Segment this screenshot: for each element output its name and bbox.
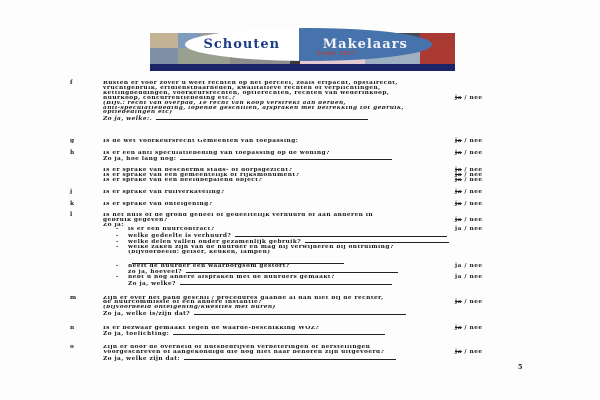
logo-text-makelaars: Makelaars — [322, 37, 408, 52]
answer-no: nee — [469, 137, 483, 144]
answer-yes: ja — [455, 172, 462, 179]
answer-separator: / — [461, 226, 470, 233]
answer-separator: / — [461, 167, 470, 174]
answer-ja-nee — [455, 350, 505, 355]
question-block — [0, 151, 600, 162]
question-letter: g — [70, 137, 75, 144]
question-label: anti-speculatiebeding, lopende geschillen, afspraken met betrekking tot gebruik, — [103, 105, 404, 111]
logo-right-half — [299, 28, 432, 61]
answer-yes: ja — [455, 137, 462, 144]
fill-in-line — [186, 269, 398, 274]
question-text — [103, 190, 455, 195]
answer-separator: / — [461, 94, 470, 101]
question-label: zo ja, hoeveel? — [128, 269, 182, 276]
answer-yes: ja — [455, 188, 462, 195]
answer-separator: / — [461, 200, 470, 207]
answer-yes: ja — [455, 149, 462, 156]
answer-no: nee — [469, 188, 483, 195]
question-label: gebruik gegeven? — [103, 217, 168, 223]
question-line — [0, 280, 600, 287]
fill-in-line — [180, 156, 392, 161]
fill-in-line — [180, 280, 392, 285]
list-dash: - — [116, 232, 119, 239]
question-text — [103, 250, 455, 255]
question-label: (bijvoorbeeld: geiser, keuken, lampen) — [128, 250, 271, 256]
question-list — [0, 81, 600, 361]
answer-no: nee — [469, 200, 483, 207]
question-label: Zijn er door de overheid of nutsbedrijven verbeteringen of herstellingen — [103, 345, 371, 351]
answer-separator: / — [461, 172, 470, 179]
question-text — [103, 202, 455, 207]
question-letter: h — [70, 149, 75, 156]
question-label: Is het huis of de grond geheel of gedeeltelijk verhuurd of aan anderen in — [103, 212, 374, 218]
answer-yes: ja — [455, 349, 462, 356]
question-label: kettingbeddingen, voorkeursrechten, optierechten, rechten van wederinkoop, — [103, 90, 390, 96]
answer-ja-nee — [455, 178, 505, 183]
answer-separator: / — [461, 137, 470, 144]
question-label: (Bijv.: recht van overpad, 1e recht van koop verstrekt aan derden, — [103, 100, 347, 106]
question-letter: f — [70, 80, 73, 86]
question-letter: j — [70, 188, 73, 195]
question-line — [0, 178, 600, 183]
question-block — [0, 213, 600, 287]
page-number: 5 — [518, 363, 523, 371]
question-text — [103, 178, 455, 183]
question-label: Is er bezwaar gemaakt tegen de waarde-beschikking WOZ? — [103, 325, 320, 331]
question-label: Voorgeschreven of aangekondigd die nog niet naar behoren zijn uitgevoerd? — [103, 350, 385, 355]
question-label: heeft de huurder een waarborgsom gestort? — [128, 263, 290, 269]
question-text — [103, 139, 455, 144]
question-line — [0, 139, 600, 144]
logo-text-schouten: Schouten — [203, 37, 281, 52]
question-label: Is de wet Voorkeursrecht Gemeenten van toepassing: — [103, 138, 299, 144]
question-label: is er een huurcontract? — [128, 227, 215, 233]
question-label: Is er sprake van onteigening? — [103, 201, 213, 207]
answer-separator: / — [461, 216, 470, 223]
question-line — [0, 202, 600, 207]
answer-separator: / — [461, 324, 470, 331]
answer-separator: / — [461, 349, 470, 356]
question-label: Is er sprake van een gemeentelijk of rijksmonument? — [103, 173, 300, 178]
photo-segment — [150, 33, 178, 48]
answer-separator: / — [461, 149, 470, 156]
question-letter: k — [70, 200, 75, 207]
answer-yes: ja — [455, 200, 462, 207]
answer-ja-nee — [455, 326, 505, 331]
question-label: Zo ja, welke:. — [103, 115, 153, 122]
answer-no: nee — [469, 226, 483, 233]
question-block — [0, 202, 600, 207]
question-block — [0, 81, 600, 122]
question-line — [0, 355, 600, 362]
question-block — [0, 296, 600, 317]
header — [150, 33, 455, 71]
answer-ja-nee — [455, 96, 505, 101]
fill-in-line — [235, 232, 447, 237]
answer-separator: / — [461, 274, 470, 281]
answer-ja-nee — [455, 218, 505, 223]
answer-ja-nee — [455, 139, 505, 144]
question-label: Zo ja, welke? — [128, 280, 176, 287]
answer-yes: ja — [455, 176, 462, 183]
answer-ja-nee — [455, 151, 505, 156]
question-label: Zo ja, toelichting: — [103, 331, 170, 338]
answer-yes: ja — [455, 262, 462, 269]
question-text — [103, 355, 455, 362]
answer-no: nee — [469, 274, 483, 281]
question-line — [0, 190, 600, 195]
question-letter: m — [70, 294, 77, 301]
photo-segment — [150, 48, 178, 64]
answer-separator: / — [461, 176, 470, 183]
question-label: Zijn er over het pand geschil / procedures gaande al dan niet bij de rechter, — [103, 295, 384, 301]
question-letter: n — [70, 324, 75, 331]
answer-yes: ja — [455, 94, 462, 101]
question-line — [0, 331, 600, 338]
answer-yes: ja — [455, 299, 462, 306]
question-line — [0, 156, 600, 163]
question-label: welke delen vallen onder gezamenlijk gebruik? — [128, 239, 302, 246]
answer-yes: ja — [455, 274, 462, 281]
answer-no: nee — [469, 262, 483, 269]
answer-no: nee — [469, 299, 483, 306]
question-text — [103, 310, 455, 317]
fill-in-line — [173, 331, 385, 336]
answer-ja-nee — [455, 227, 505, 232]
question-label: Zo ja, hoe lang nog: — [103, 156, 177, 163]
question-letter: o — [70, 344, 75, 351]
question-block — [0, 326, 600, 337]
navy-bar — [150, 64, 455, 71]
question-label: Rusten er voor zover u weet rechten op het perceel, zoals erfpacht, opstalrecht, — [103, 81, 398, 86]
question-label: Zo ja, welke is/zijn dat? — [103, 310, 191, 317]
answer-yes: ja — [455, 167, 462, 174]
list-dash: - — [116, 227, 119, 233]
question-text — [103, 156, 455, 163]
answer-no: nee — [469, 176, 483, 183]
question-label: welke gedeelte is verhuurd? — [128, 232, 232, 239]
question-line — [0, 250, 600, 255]
answer-ja-nee — [455, 190, 505, 195]
answer-separator: / — [461, 299, 470, 306]
logo-ellipse — [185, 28, 432, 61]
question-label: hebt u nog andere afspraken met de huurders gemaakt? — [128, 275, 335, 281]
question-label: de huurcommissie of een andere instantie? — [103, 300, 262, 306]
question-label: Is er een anti speculatiebeding van toepassing op de woning? — [103, 150, 330, 156]
question-letter: l — [70, 211, 73, 218]
question-label: vruchtgebruik, erfdienstbaarheden, kwalitatieve rechten of verplichtingen, — [103, 85, 381, 91]
question-block — [0, 139, 600, 144]
answer-ja-nee — [455, 275, 505, 280]
logo-tagline: Sinds 1927 — [316, 51, 356, 57]
question-line — [0, 115, 600, 122]
question-label: optiebedingen etc) — [103, 110, 173, 116]
answer-ja-nee — [455, 300, 505, 305]
question-label: Is er sprake van een beeldbepalend object? — [103, 177, 263, 183]
answer-yes: ja — [455, 226, 462, 233]
answer-yes: ja — [455, 324, 462, 331]
question-label: welke zaken zijn van de huurder en mag hij verwijderen bij ontruiming? — [128, 245, 394, 251]
question-text — [103, 280, 455, 287]
question-block — [0, 345, 600, 361]
answer-no: nee — [469, 149, 483, 156]
list-dash: - — [116, 245, 119, 251]
list-dash: - — [116, 275, 119, 281]
question-text — [103, 331, 455, 338]
answer-ja-nee — [455, 264, 505, 269]
question-label: Zo ja, welke zijn dat: — [103, 355, 180, 362]
question-label: huurkoop, concurrentiebeding etc.? — [103, 95, 236, 101]
answer-no: nee — [469, 167, 483, 174]
answer-separator: / — [461, 262, 470, 269]
question-line — [0, 310, 600, 317]
answer-separator: / — [461, 188, 470, 195]
answer-no: nee — [469, 94, 483, 101]
answer-no: nee — [469, 172, 483, 179]
answer-ja-nee — [455, 202, 505, 207]
question-label: Zo ja: — [103, 222, 124, 228]
answer-no: nee — [469, 324, 483, 331]
fill-in-line — [305, 239, 449, 244]
fill-in-line — [194, 310, 406, 315]
fill-in-line — [184, 355, 396, 360]
question-text — [103, 115, 455, 122]
question-block — [0, 168, 600, 183]
list-dash: - — [116, 263, 119, 269]
question-label: Is er sprake van beschermd stads- of dorpsgezicht? — [103, 168, 293, 174]
question-label: (bijvoorbeeld onteigening/kwesties met buren) — [103, 305, 276, 311]
answer-yes: ja — [455, 216, 462, 223]
question-block — [0, 190, 600, 195]
fill-in-line — [156, 115, 368, 120]
answer-no: nee — [469, 349, 483, 356]
answer-no: nee — [469, 216, 483, 223]
list-dash: - — [116, 239, 119, 246]
question-label: Is er sprake van ruilverkaveling? — [103, 189, 225, 195]
